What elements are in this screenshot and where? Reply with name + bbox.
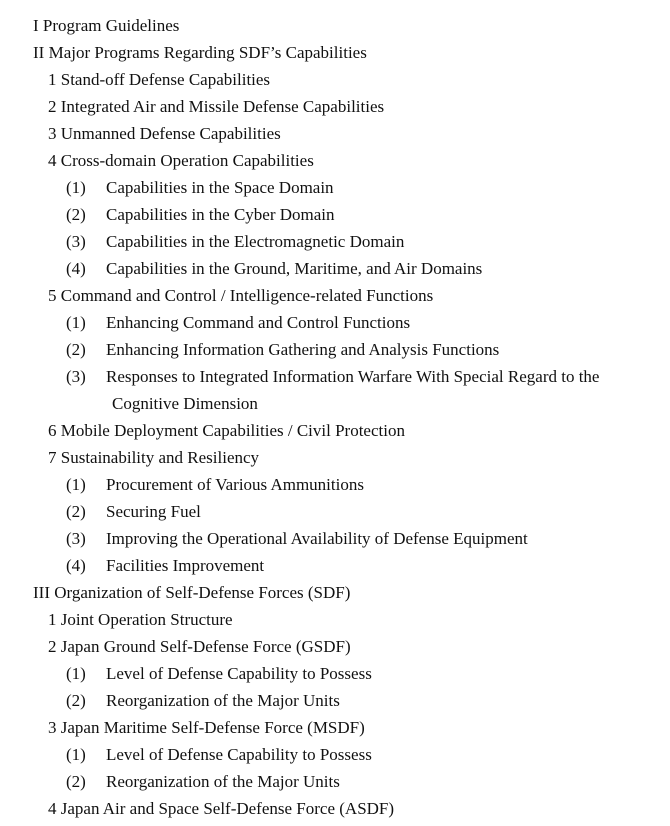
toc-entry-number: (1) (66, 475, 86, 494)
toc-entry (0, 417, 670, 444)
toc-entry-text: 1 Joint Operation Structure (48, 610, 233, 629)
toc-entry-text-block (106, 525, 646, 552)
toc-entry (0, 498, 670, 525)
toc-entry-text: Capabilities in the Ground, Maritime, and Air Domains (106, 259, 483, 278)
toc-entry-text: Reorganization of the Major Units (106, 772, 340, 791)
toc-entry (0, 66, 670, 93)
toc-entry-text: Level of Defense Capability to Possess (106, 664, 372, 683)
toc-entry (0, 309, 670, 336)
toc-entry (0, 795, 670, 822)
toc-entry-number: (2) (66, 340, 86, 359)
toc-entry-text: Capabilities in the Electromagnetic Domain (106, 232, 405, 251)
toc-entry-text: Capabilities in the Space Domain (106, 178, 334, 197)
toc-entry-text: 5 Command and Control / Intelligence-related Functions (48, 286, 434, 305)
toc-entry (0, 201, 670, 228)
toc-entry (0, 525, 670, 552)
toc-entry-text: Procurement of Various Ammunitions (106, 475, 364, 494)
toc-entry-text: Improving the Operational Availability of Defense Equipment (106, 529, 528, 548)
toc-entry-text: Securing Fuel (106, 502, 201, 521)
toc-entry (0, 174, 670, 201)
toc-entry-number: (3) (66, 529, 86, 548)
toc-entry-number: (1) (66, 664, 86, 683)
toc-entry-text: I Program Guidelines (33, 16, 180, 35)
toc-entry (0, 12, 670, 39)
toc-entry (0, 93, 670, 120)
toc-entry-text: 3 Unmanned Defense Capabilities (48, 124, 281, 143)
toc-entry-text: Facilities Improvement (106, 556, 265, 575)
toc-entry-number: (2) (66, 691, 86, 710)
toc-entry-text: Enhancing Command and Control Functions (106, 313, 411, 332)
toc-entry-text-block (106, 687, 646, 714)
toc-entry-text: 2 Integrated Air and Missile Defense Capabilities (48, 97, 385, 116)
toc-entry-text: Capabilities in the Cyber Domain (106, 205, 335, 224)
toc-entry-text-block (106, 471, 646, 498)
toc-entry-text: 4 Japan Air and Space Self-Defense Force (ASDF) (48, 799, 395, 818)
toc-entry-text: 4 Cross-domain Operation Capabilities (48, 151, 314, 170)
toc-entry (0, 363, 670, 417)
toc-entry-text: III Organization of Self-Defense Forces (SDF) (33, 583, 351, 602)
toc-entry-text-block (106, 228, 646, 255)
toc-entry-text-block (106, 255, 646, 282)
toc-entry-text: Level of Defense Capability to Possess (106, 745, 372, 764)
toc-entry (0, 471, 670, 498)
toc-entry-text: 1 Stand-off Defense Capabilities (48, 70, 271, 89)
toc-entry (0, 39, 670, 66)
toc-entry-number: (1) (66, 745, 86, 764)
toc-entry (0, 228, 670, 255)
toc-entry-number: (2) (66, 205, 86, 224)
toc-entry (0, 714, 670, 741)
toc-entry (0, 255, 670, 282)
toc-entry-number: (4) (66, 259, 86, 278)
toc-entry (0, 579, 670, 606)
toc-entry (0, 282, 670, 309)
toc-entry-text-block (106, 552, 646, 579)
toc-entry (0, 768, 670, 795)
toc-entry (0, 633, 670, 660)
toc-entry-number: (3) (66, 367, 86, 386)
toc-entry-text-block (106, 309, 646, 336)
toc-entry-text: 6 Mobile Deployment Capabilities / Civil Protection (48, 421, 405, 440)
toc-entry (0, 120, 670, 147)
toc-entry-text-block (106, 768, 646, 795)
toc-entry-text: Responses to Integrated Information Warfare With Special Regard to the (106, 367, 600, 386)
toc-entry (0, 444, 670, 471)
toc-entry-text: II Major Programs Regarding SDF’s Capabilities (33, 43, 367, 62)
toc-entry-text-block (106, 336, 646, 363)
toc-entry-text: Enhancing Information Gathering and Analysis Functions (106, 340, 500, 359)
toc-entry (0, 660, 670, 687)
toc-entry-text: 3 Japan Maritime Self-Defense Force (MSDF) (48, 718, 365, 737)
toc-entry-text: 2 Japan Ground Self-Defense Force (GSDF) (48, 637, 351, 656)
toc-entry-text-continued: Cognitive Dimension (112, 394, 258, 413)
toc-entry-text-block (106, 498, 646, 525)
toc-entry (0, 741, 670, 768)
toc-entry-number: (4) (66, 556, 86, 575)
toc-entry (0, 606, 670, 633)
toc-entry-text-block (106, 174, 646, 201)
toc-entry-text-block (106, 363, 646, 417)
toc-entry-number: (3) (66, 232, 86, 251)
toc-entry-text: 7 Sustainability and Resiliency (48, 448, 260, 467)
toc-entry (0, 336, 670, 363)
toc-entry-text-block (106, 660, 646, 687)
toc-entry (0, 147, 670, 174)
toc-entry (0, 687, 670, 714)
toc-entry-number: (1) (66, 178, 86, 197)
toc-entry-number: (1) (66, 313, 86, 332)
toc-entry-number: (2) (66, 772, 86, 791)
toc-entry-text-block (106, 741, 646, 768)
toc-entry (0, 552, 670, 579)
toc-entry-text: Reorganization of the Major Units (106, 691, 340, 710)
toc-entry-number: (2) (66, 502, 86, 521)
toc-entry-text-block (106, 201, 646, 228)
